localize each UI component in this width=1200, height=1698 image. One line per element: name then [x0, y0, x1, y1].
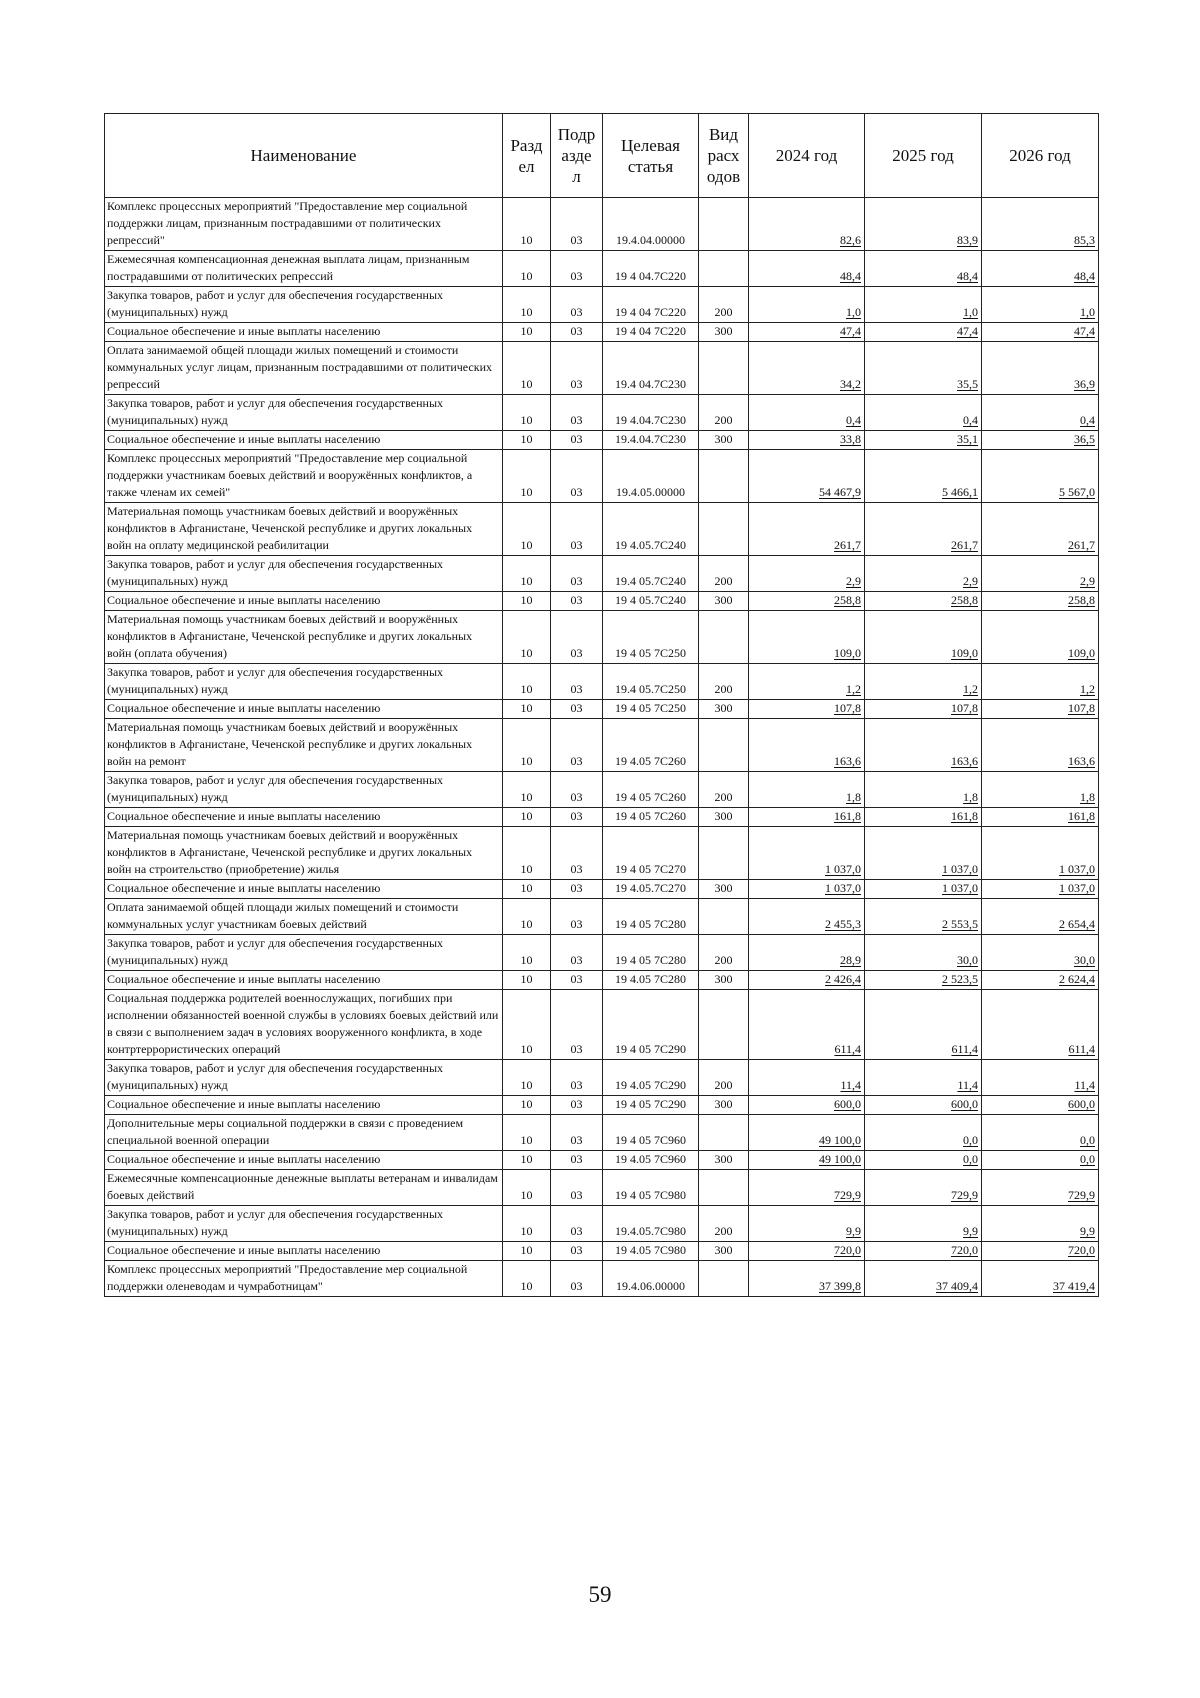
- row-target-article: 19 4 05 7С250: [603, 611, 699, 664]
- row-section: 10: [503, 880, 551, 899]
- row-value-2026: 720,0: [982, 1242, 1099, 1261]
- row-value-2024: 163,6: [749, 719, 865, 772]
- row-value-2026: 107,8: [982, 700, 1099, 719]
- row-value-2026: 1 037,0: [982, 880, 1099, 899]
- row-value-2025: 0,0: [865, 1115, 982, 1151]
- table-row: [105, 611, 1099, 664]
- row-expense-kind: [699, 1261, 749, 1297]
- row-value-2025: 600,0: [865, 1096, 982, 1115]
- row-name: Социальное обеспечение и иные выплаты населению: [105, 592, 503, 611]
- row-section: 10: [503, 1096, 551, 1115]
- row-subsection: 03: [551, 1170, 603, 1206]
- row-expense-kind: 300: [699, 323, 749, 342]
- row-value-2026: 1 037,0: [982, 827, 1099, 880]
- row-section: 10: [503, 990, 551, 1060]
- row-value-2024: 37 399,8: [749, 1261, 865, 1297]
- row-value-2026: 600,0: [982, 1096, 1099, 1115]
- row-value-2026: 0,0: [982, 1115, 1099, 1151]
- row-name: Закупка товаров, работ и услуг для обеспечения государственных (муниципальных) нужд: [105, 395, 503, 431]
- row-value-2026: 2,9: [982, 556, 1099, 592]
- row-value-2025: 35,1: [865, 431, 982, 450]
- row-expense-kind: [699, 1115, 749, 1151]
- row-value-2024: 0,4: [749, 395, 865, 431]
- header-year-2024: 2024 год: [749, 114, 865, 198]
- row-target-article: 19 4 05 7С960: [603, 1115, 699, 1151]
- row-subsection: 03: [551, 592, 603, 611]
- table-row: [105, 450, 1099, 503]
- row-value-2024: 28,9: [749, 935, 865, 971]
- row-subsection: 03: [551, 899, 603, 935]
- row-name: Закупка товаров, работ и услуг для обеспечения государственных (муниципальных) нужд: [105, 664, 503, 700]
- page-number: 59: [588, 1582, 612, 1607]
- row-value-2024: 109,0: [749, 611, 865, 664]
- row-value-2025: 30,0: [865, 935, 982, 971]
- row-value-2026: 258,8: [982, 592, 1099, 611]
- row-value-2026: 37 419,4: [982, 1261, 1099, 1297]
- row-value-2024: 47,4: [749, 323, 865, 342]
- row-section: 10: [503, 1115, 551, 1151]
- row-subsection: 03: [551, 880, 603, 899]
- header-name: Наименование: [105, 114, 503, 198]
- row-value-2024: 258,8: [749, 592, 865, 611]
- table-row: [105, 880, 1099, 899]
- row-target-article: 19 4 05.7С240: [603, 592, 699, 611]
- row-subsection: 03: [551, 323, 603, 342]
- row-value-2025: 37 409,4: [865, 1261, 982, 1297]
- row-value-2025: 35,5: [865, 342, 982, 395]
- row-section: 10: [503, 1206, 551, 1242]
- row-subsection: 03: [551, 808, 603, 827]
- row-target-article: 19 4.05.7С270: [603, 880, 699, 899]
- row-name: Оплата занимаемой общей площади жилых помещений и стоимости коммунальных услуг участникам боевых действий: [105, 899, 503, 935]
- row-target-article: 19 4.05 7С980: [603, 1242, 699, 1261]
- row-value-2025: 9,9: [865, 1206, 982, 1242]
- row-section: 10: [503, 611, 551, 664]
- row-expense-kind: [699, 198, 749, 251]
- row-section: 10: [503, 1261, 551, 1297]
- header-row: [105, 114, 1099, 198]
- row-expense-kind: 200: [699, 1060, 749, 1096]
- row-expense-kind: 300: [699, 592, 749, 611]
- row-name: Закупка товаров, работ и услуг для обеспечения государственных (муниципальных) нужд: [105, 1206, 503, 1242]
- row-value-2024: 729,9: [749, 1170, 865, 1206]
- row-section: 10: [503, 503, 551, 556]
- row-subsection: 03: [551, 431, 603, 450]
- row-value-2025: 1,0: [865, 287, 982, 323]
- row-value-2024: 1,2: [749, 664, 865, 700]
- row-name: Социальное обеспечение и иные выплаты населению: [105, 808, 503, 827]
- row-value-2025: 2,9: [865, 556, 982, 592]
- row-value-2024: 261,7: [749, 503, 865, 556]
- row-value-2026: 48,4: [982, 251, 1099, 287]
- row-target-article: 19 4 05 7С290: [603, 990, 699, 1060]
- row-section: 10: [503, 971, 551, 990]
- row-value-2025: 258,8: [865, 592, 982, 611]
- row-name: Ежемесячная компенсационная денежная выплата лицам, признанным пострадавшими от политических репрессий: [105, 251, 503, 287]
- row-name: Социальная поддержка родителей военнослужащих, погибших при исполнении обязанностей военной службы в условиях боевых действий или в связи с выполнением задач в условиях вооруженного конфликта, в ходе контртеррористических операций: [105, 990, 503, 1060]
- row-section: 10: [503, 664, 551, 700]
- row-subsection: 03: [551, 1206, 603, 1242]
- row-target-article: 19 4 04.7С220: [603, 251, 699, 287]
- row-name: Социальное обеспечение и иные выплаты населению: [105, 700, 503, 719]
- row-value-2024: 2 455,3: [749, 899, 865, 935]
- row-value-2025: 161,8: [865, 808, 982, 827]
- row-value-2026: 163,6: [982, 719, 1099, 772]
- row-section: 10: [503, 342, 551, 395]
- table-row: [105, 719, 1099, 772]
- row-expense-kind: [699, 450, 749, 503]
- table-row: [105, 808, 1099, 827]
- row-target-article: 19.4.06.00000: [603, 1261, 699, 1297]
- table-row: [105, 664, 1099, 700]
- row-value-2026: 9,9: [982, 1206, 1099, 1242]
- row-value-2025: 261,7: [865, 503, 982, 556]
- row-name: Закупка товаров, работ и услуг для обеспечения государственных (муниципальных) нужд: [105, 772, 503, 808]
- header-year-2025: 2025 год: [865, 114, 982, 198]
- table-row: [105, 1242, 1099, 1261]
- row-target-article: 19 4.05 7С260: [603, 719, 699, 772]
- row-name: Комплекс процессных мероприятий "Предоставление мер социальной поддержки участникам боевых действий и вооружённых конфликтов, а также членам их семей": [105, 450, 503, 503]
- row-target-article: 19 4.05 7С280: [603, 971, 699, 990]
- row-expense-kind: 300: [699, 431, 749, 450]
- row-target-article: 19 4 05 7С280: [603, 899, 699, 935]
- table-row: [105, 772, 1099, 808]
- row-value-2026: 109,0: [982, 611, 1099, 664]
- row-value-2025: 107,8: [865, 700, 982, 719]
- row-target-article: 19 4.05 7С960: [603, 1151, 699, 1170]
- row-value-2024: 1 037,0: [749, 827, 865, 880]
- row-subsection: 03: [551, 719, 603, 772]
- row-expense-kind: 200: [699, 1206, 749, 1242]
- row-value-2026: 261,7: [982, 503, 1099, 556]
- row-value-2025: 47,4: [865, 323, 982, 342]
- table-row: [105, 1261, 1099, 1297]
- header-expense-kind: Вид расх одов: [699, 114, 749, 198]
- row-section: 10: [503, 935, 551, 971]
- row-value-2025: 720,0: [865, 1242, 982, 1261]
- table-row: [105, 700, 1099, 719]
- row-value-2026: 85,3: [982, 198, 1099, 251]
- row-section: 10: [503, 827, 551, 880]
- row-value-2024: 600,0: [749, 1096, 865, 1115]
- row-name: Социальное обеспечение и иные выплаты населению: [105, 971, 503, 990]
- row-name: Материальная помощь участникам боевых действий и вооружённых конфликтов в Афганистане, Чеченской республике и других локальных войн на строительство (приобретение) жилья: [105, 827, 503, 880]
- row-name: Комплекс процессных мероприятий "Предоставление мер социальной поддержки лицам, признанным пострадавшими от политических репрессий": [105, 198, 503, 251]
- row-section: 10: [503, 1170, 551, 1206]
- row-value-2025: 729,9: [865, 1170, 982, 1206]
- row-name: Социальное обеспечение и иные выплаты населению: [105, 431, 503, 450]
- row-subsection: 03: [551, 198, 603, 251]
- row-subsection: 03: [551, 664, 603, 700]
- row-target-article: 19.4 05.7С250: [603, 664, 699, 700]
- row-value-2026: 36,5: [982, 431, 1099, 450]
- row-expense-kind: 200: [699, 395, 749, 431]
- row-section: 10: [503, 1060, 551, 1096]
- table-row: [105, 899, 1099, 935]
- row-subsection: 03: [551, 700, 603, 719]
- table-row: [105, 971, 1099, 990]
- row-expense-kind: 200: [699, 664, 749, 700]
- row-value-2024: 161,8: [749, 808, 865, 827]
- table-body: [105, 198, 1099, 1297]
- table-row: [105, 251, 1099, 287]
- header-section: Разд ел: [503, 114, 551, 198]
- table-row: [105, 1115, 1099, 1151]
- row-target-article: 19 4 05 7С280: [603, 935, 699, 971]
- row-value-2024: 49 100,0: [749, 1115, 865, 1151]
- row-section: 10: [503, 1151, 551, 1170]
- row-subsection: 03: [551, 1242, 603, 1261]
- row-value-2024: 11,4: [749, 1060, 865, 1096]
- row-value-2026: 0,0: [982, 1151, 1099, 1170]
- row-section: 10: [503, 323, 551, 342]
- row-name: Закупка товаров, работ и услуг для обеспечения государственных (муниципальных) нужд: [105, 935, 503, 971]
- row-value-2025: 5 466,1: [865, 450, 982, 503]
- row-target-article: 19 4 05 7С290: [603, 1096, 699, 1115]
- row-target-article: 19 4 04 7С220: [603, 287, 699, 323]
- row-value-2025: 83,9: [865, 198, 982, 251]
- row-expense-kind: [699, 251, 749, 287]
- table-row: [105, 990, 1099, 1060]
- table-row: [105, 1060, 1099, 1096]
- row-value-2026: 11,4: [982, 1060, 1099, 1096]
- row-target-article: 19 4.04.7С230: [603, 395, 699, 431]
- row-value-2025: 1,2: [865, 664, 982, 700]
- table-row: [105, 198, 1099, 251]
- budget-table: [104, 113, 1099, 1297]
- row-target-article: 19.4.04.7С230: [603, 431, 699, 450]
- table-row: [105, 1096, 1099, 1115]
- header-target-article: Целевая статья: [603, 114, 699, 198]
- row-expense-kind: 300: [699, 808, 749, 827]
- row-section: 10: [503, 251, 551, 287]
- row-section: 10: [503, 431, 551, 450]
- row-value-2026: 2 624,4: [982, 971, 1099, 990]
- row-section: 10: [503, 899, 551, 935]
- row-expense-kind: 200: [699, 772, 749, 808]
- row-name: Закупка товаров, работ и услуг для обеспечения государственных (муниципальных) нужд: [105, 1060, 503, 1096]
- row-value-2025: 163,6: [865, 719, 982, 772]
- row-value-2026: 161,8: [982, 808, 1099, 827]
- row-expense-kind: [699, 342, 749, 395]
- row-subsection: 03: [551, 450, 603, 503]
- row-value-2026: 36,9: [982, 342, 1099, 395]
- row-subsection: 03: [551, 342, 603, 395]
- row-name: Социальное обеспечение и иные выплаты населению: [105, 1151, 503, 1170]
- row-subsection: 03: [551, 1096, 603, 1115]
- row-subsection: 03: [551, 772, 603, 808]
- row-value-2024: 1,0: [749, 287, 865, 323]
- row-section: 10: [503, 772, 551, 808]
- row-target-article: 19 4 05 7С250: [603, 700, 699, 719]
- row-subsection: 03: [551, 1261, 603, 1297]
- row-subsection: 03: [551, 1115, 603, 1151]
- row-expense-kind: 200: [699, 935, 749, 971]
- row-value-2026: 2 654,4: [982, 899, 1099, 935]
- table-row: [105, 1170, 1099, 1206]
- row-expense-kind: 300: [699, 1242, 749, 1261]
- table-row: [105, 342, 1099, 395]
- row-expense-kind: [699, 990, 749, 1060]
- row-expense-kind: 300: [699, 880, 749, 899]
- row-name: Закупка товаров, работ и услуг для обеспечения государственных (муниципальных) нужд: [105, 556, 503, 592]
- row-expense-kind: 300: [699, 1096, 749, 1115]
- row-target-article: 19 4 04 7С220: [603, 323, 699, 342]
- row-value-2024: 82,6: [749, 198, 865, 251]
- row-target-article: 19.4 05.7С240: [603, 556, 699, 592]
- row-subsection: 03: [551, 611, 603, 664]
- row-value-2026: 47,4: [982, 323, 1099, 342]
- row-name: Ежемесячные компенсационные денежные выплаты ветеранам и инвалидам боевых действий: [105, 1170, 503, 1206]
- row-value-2025: 1 037,0: [865, 827, 982, 880]
- row-value-2026: 1,0: [982, 287, 1099, 323]
- table-row: [105, 556, 1099, 592]
- row-name: Закупка товаров, работ и услуг для обеспечения государственных (муниципальных) нужд: [105, 287, 503, 323]
- row-subsection: 03: [551, 395, 603, 431]
- row-name: Материальная помощь участникам боевых действий и вооружённых конфликтов в Афганистане, Чеченской республике и других локальных войн (оплата обучения): [105, 611, 503, 664]
- table-row: [105, 287, 1099, 323]
- row-target-article: 19 4 05 7С260: [603, 772, 699, 808]
- row-expense-kind: [699, 827, 749, 880]
- row-target-article: 19 4 05 7С260: [603, 808, 699, 827]
- row-value-2025: 0,4: [865, 395, 982, 431]
- row-subsection: 03: [551, 827, 603, 880]
- row-value-2025: 109,0: [865, 611, 982, 664]
- row-section: 10: [503, 198, 551, 251]
- row-target-article: 19.4 04.7С230: [603, 342, 699, 395]
- row-target-article: 19 4.05.7С240: [603, 503, 699, 556]
- row-target-article: 19 4 05 7С270: [603, 827, 699, 880]
- row-expense-kind: [699, 719, 749, 772]
- row-section: 10: [503, 450, 551, 503]
- header-subsection: Подр азде л: [551, 114, 603, 198]
- row-name: Оплата занимаемой общей площади жилых помещений и стоимости коммунальных услуг лицам, признанным пострадавшими от политических репрессий: [105, 342, 503, 395]
- table-row: [105, 395, 1099, 431]
- row-section: 10: [503, 700, 551, 719]
- row-name: Материальная помощь участникам боевых действий и вооружённых конфликтов в Афганистане, Чеченской республике и других локальных войн на оплату медицинской реабилитации: [105, 503, 503, 556]
- row-value-2024: 49 100,0: [749, 1151, 865, 1170]
- row-value-2024: 54 467,9: [749, 450, 865, 503]
- table-row: [105, 1206, 1099, 1242]
- row-target-article: 19 4.05 7С290: [603, 1060, 699, 1096]
- row-section: 10: [503, 1242, 551, 1261]
- row-section: 10: [503, 592, 551, 611]
- row-subsection: 03: [551, 971, 603, 990]
- table-row: [105, 323, 1099, 342]
- row-expense-kind: [699, 1170, 749, 1206]
- row-value-2026: 30,0: [982, 935, 1099, 971]
- row-value-2024: 33,8: [749, 431, 865, 450]
- row-value-2025: 48,4: [865, 251, 982, 287]
- row-value-2024: 1,8: [749, 772, 865, 808]
- row-expense-kind: [699, 611, 749, 664]
- row-value-2026: 611,4: [982, 990, 1099, 1060]
- header-year-2026: 2026 год: [982, 114, 1099, 198]
- row-name: Дополнительные меры социальной поддержки в связи с проведением специальной военной операции: [105, 1115, 503, 1151]
- row-expense-kind: 300: [699, 1151, 749, 1170]
- row-subsection: 03: [551, 1060, 603, 1096]
- row-name: Социальное обеспечение и иные выплаты населению: [105, 1242, 503, 1261]
- row-name: Материальная помощь участникам боевых действий и вооружённых конфликтов в Афганистане, Чеченской республике и других локальных войн на ремонт: [105, 719, 503, 772]
- row-subsection: 03: [551, 990, 603, 1060]
- row-section: 10: [503, 287, 551, 323]
- row-subsection: 03: [551, 503, 603, 556]
- row-value-2025: 0,0: [865, 1151, 982, 1170]
- row-value-2026: 0,4: [982, 395, 1099, 431]
- row-target-article: 19.4.04.00000: [603, 198, 699, 251]
- row-target-article: 19.4.05.7С980: [603, 1206, 699, 1242]
- row-subsection: 03: [551, 287, 603, 323]
- row-value-2024: 34,2: [749, 342, 865, 395]
- row-value-2025: 1,8: [865, 772, 982, 808]
- row-section: 10: [503, 395, 551, 431]
- row-value-2024: 2 426,4: [749, 971, 865, 990]
- row-value-2024: 48,4: [749, 251, 865, 287]
- row-value-2026: 729,9: [982, 1170, 1099, 1206]
- table-row: [105, 503, 1099, 556]
- row-value-2026: 5 567,0: [982, 450, 1099, 503]
- row-subsection: 03: [551, 556, 603, 592]
- row-name: Комплекс процессных мероприятий "Предоставление мер социальной поддержки оленеводам и чумработницам": [105, 1261, 503, 1297]
- row-value-2025: 611,4: [865, 990, 982, 1060]
- row-subsection: 03: [551, 1151, 603, 1170]
- row-section: 10: [503, 808, 551, 827]
- row-value-2026: 1,2: [982, 664, 1099, 700]
- row-subsection: 03: [551, 251, 603, 287]
- row-expense-kind: [699, 503, 749, 556]
- row-value-2025: 2 523,5: [865, 971, 982, 990]
- row-value-2025: 11,4: [865, 1060, 982, 1096]
- row-value-2026: 1,8: [982, 772, 1099, 808]
- table-row: [105, 1151, 1099, 1170]
- row-value-2024: 9,9: [749, 1206, 865, 1242]
- row-name: Социальное обеспечение и иные выплаты населению: [105, 880, 503, 899]
- row-subsection: 03: [551, 935, 603, 971]
- row-value-2024: 611,4: [749, 990, 865, 1060]
- row-value-2025: 2 553,5: [865, 899, 982, 935]
- row-name: Социальное обеспечение и иные выплаты населению: [105, 323, 503, 342]
- table-row: [105, 431, 1099, 450]
- row-name: Социальное обеспечение и иные выплаты населению: [105, 1096, 503, 1115]
- table-row: [105, 935, 1099, 971]
- row-value-2025: 1 037,0: [865, 880, 982, 899]
- row-expense-kind: [699, 899, 749, 935]
- row-expense-kind: 200: [699, 287, 749, 323]
- row-section: 10: [503, 556, 551, 592]
- row-value-2024: 1 037,0: [749, 880, 865, 899]
- row-expense-kind: 300: [699, 971, 749, 990]
- row-value-2024: 107,8: [749, 700, 865, 719]
- row-target-article: 19 4 05 7С980: [603, 1170, 699, 1206]
- row-target-article: 19.4.05.00000: [603, 450, 699, 503]
- table-row: [105, 827, 1099, 880]
- table-row: [105, 592, 1099, 611]
- row-value-2024: 720,0: [749, 1242, 865, 1261]
- row-expense-kind: 300: [699, 700, 749, 719]
- row-value-2024: 2,9: [749, 556, 865, 592]
- row-section: 10: [503, 719, 551, 772]
- row-expense-kind: 200: [699, 556, 749, 592]
